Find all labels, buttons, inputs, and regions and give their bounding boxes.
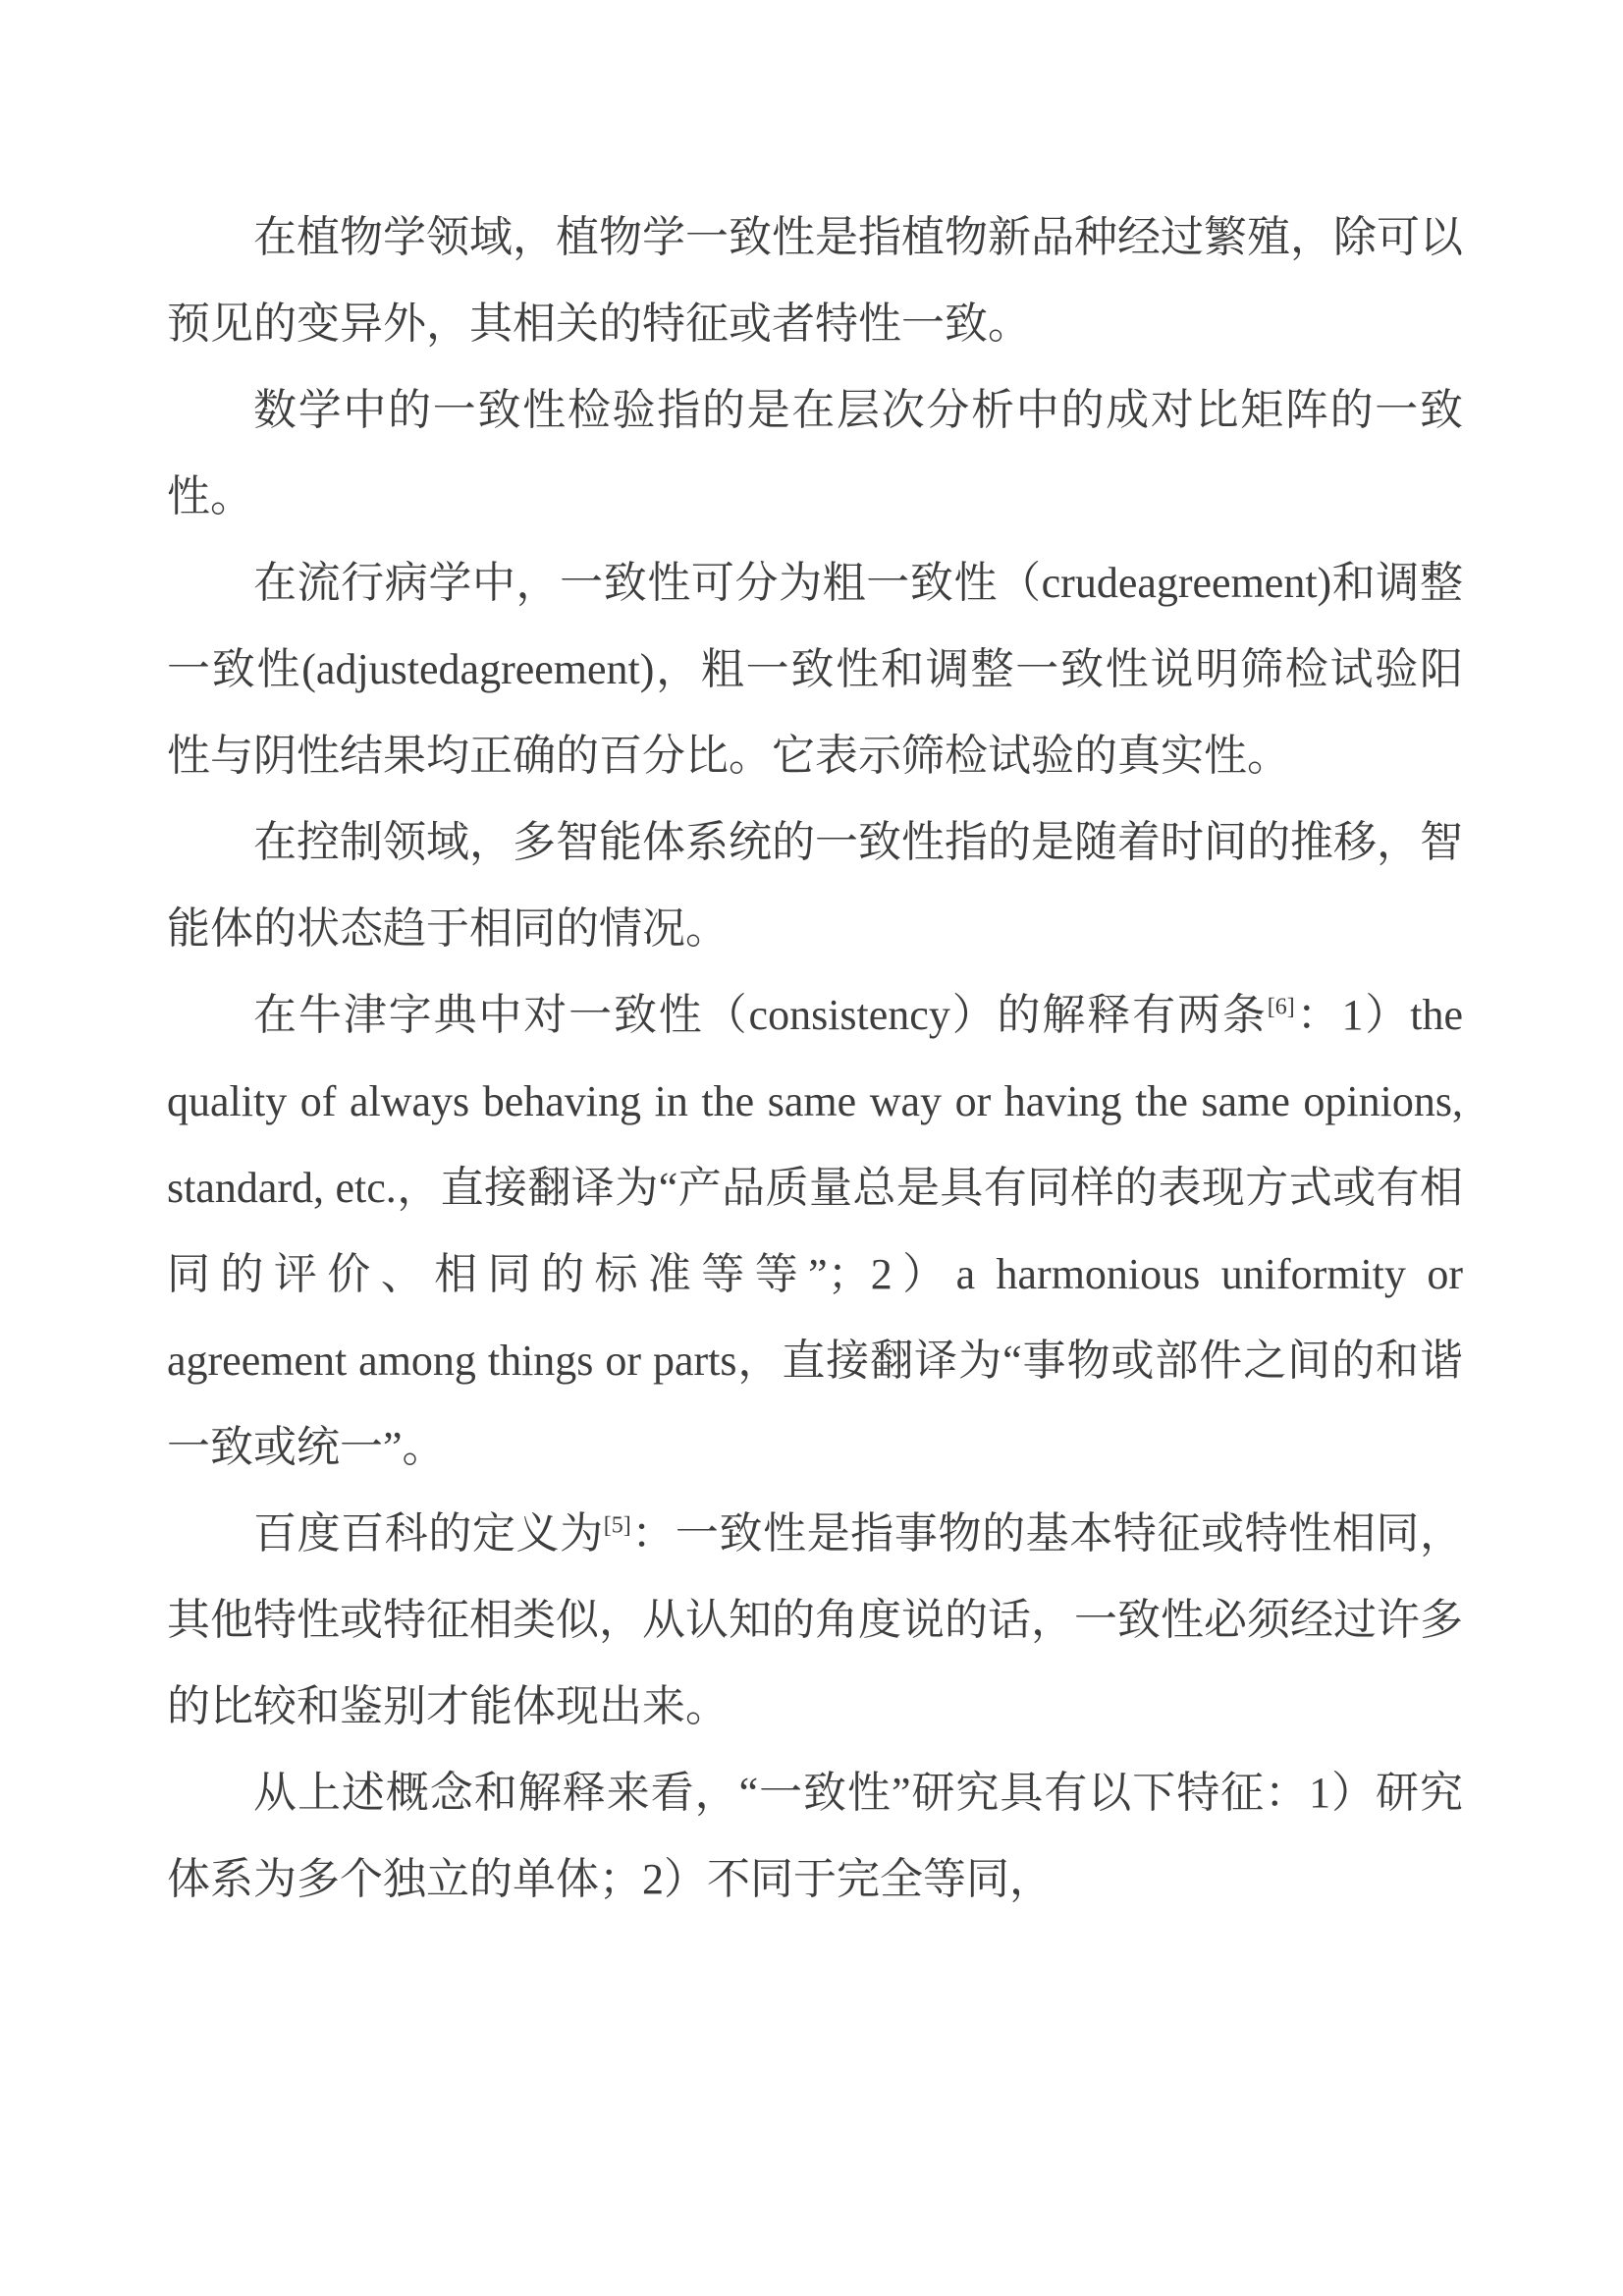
paragraph [167,1750,1463,1923]
paragraph [167,367,1463,540]
paragraph [167,972,1463,1491]
document-body [167,194,1463,1923]
paragraph-text: ：一致性是指事物的基本特征或特性相同，其他特性或特征相类似，从认知的角度说的话，一致性必须经过许多的比较和鉴别才能体现出来。 [167,1509,1464,1730]
paragraph [167,194,1463,367]
citation-ref: [6] [1267,994,1295,1020]
paragraph-text: 在控制领域，多智能体系统的一致性指的是随着时间的推移，智能体的状态趋于相同的情况。 [167,818,1463,953]
paragraph [167,1491,1463,1750]
paragraph-text: 百度百科的定义为 [253,1509,604,1558]
paragraph-text: ：1）the quality of always behaving in the same way or having the same opinions, standard, etc.，直接翻译为“产品质量总是具有同样的表现方式或有相同的评价、相同的标准等等”；2）a harmonious uniformity or agreement among things or parts，直接翻译为“事物或部件之间的和谐一致或统一”。 [167,991,1463,1471]
paragraph-text: 从上述概念和解释来看，“一致性”研究具有以下特征：1）研究体系为多个独立的单体；2）不同于完全等同， [167,1769,1463,1903]
paragraph-text: 数学中的一致性检验指的是在层次分析中的成对比矩阵的一致性。 [167,386,1463,520]
paragraph-text: 在流行病学中，一致性可分为粗一致性（crudeagreement)和调整一致性(adjustedagreement)，粗一致性和调整一致性说明筛检试验阳性与阴性结果均正确的百分比。它表示筛检试验的真实性。 [167,559,1463,780]
paragraph-text: 在植物学领域，植物学一致性是指植物新品种经过繁殖，除可以预见的变异外，其相关的特征或者特性一致。 [167,213,1463,348]
paragraph [167,540,1463,799]
paragraph [167,799,1463,972]
citation-ref: [5] [603,1512,631,1539]
paragraph-text: 在牛津字典中对一致性（consistency）的解释有两条 [253,991,1268,1039]
